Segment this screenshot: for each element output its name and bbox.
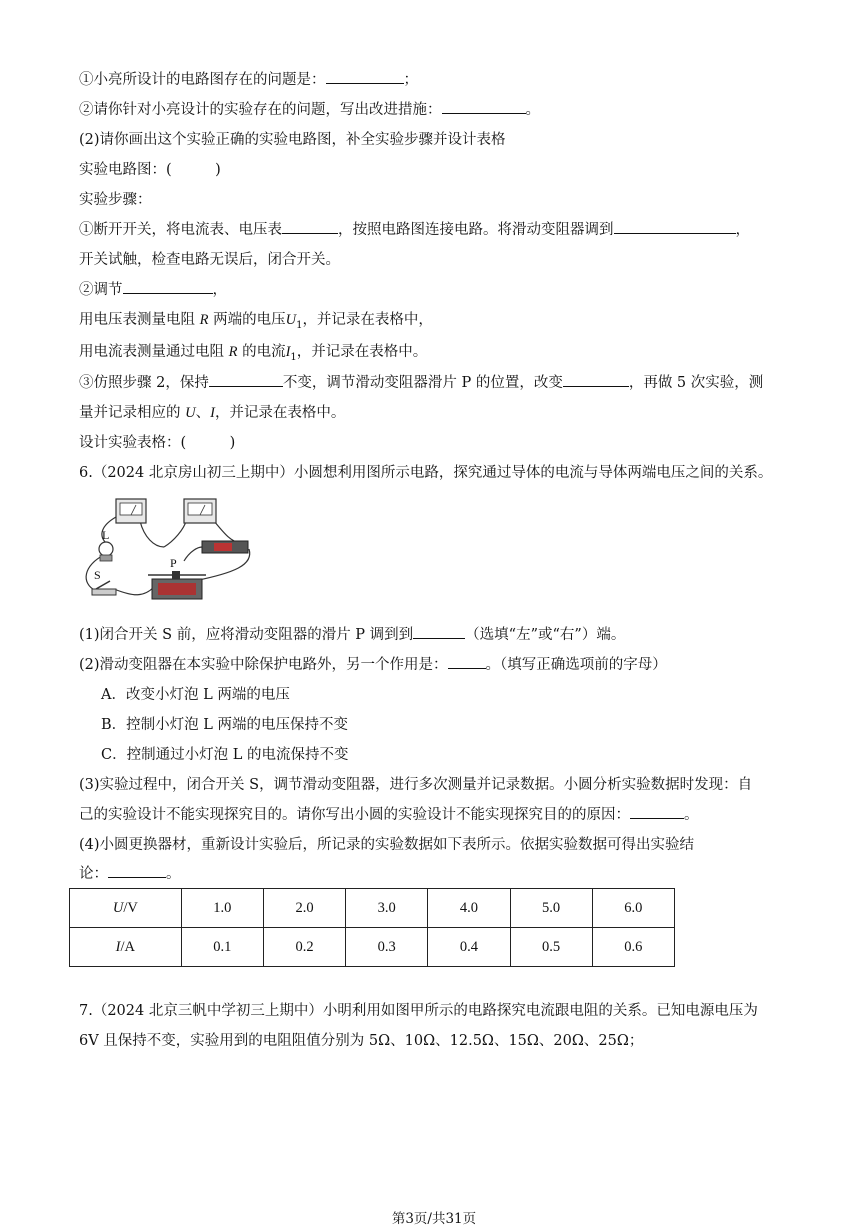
option-a: A．改变小灯泡 L 两端的电压 bbox=[101, 687, 290, 703]
question-line: ①小亮所设计的电路图存在的问题是： ； bbox=[79, 68, 418, 89]
question-line: (2)滑动变阻器在本实验中除保护电路外，另一个作用是： 。（填写正确选项前的字母） bbox=[79, 653, 667, 674]
table-cell: 0.4 bbox=[428, 928, 510, 967]
question-6-stem: 6.（2024 北京房山初三上期中）小圆想利用图所示电路，探究通过导体的电流与导体两端电压之间的关系。 bbox=[79, 465, 773, 481]
answer-blank bbox=[563, 372, 629, 387]
table-cell: 1.0 bbox=[181, 889, 263, 928]
table-cell: 0.5 bbox=[510, 928, 592, 967]
answer-blank bbox=[209, 372, 283, 387]
circuit-figure bbox=[74, 485, 258, 609]
table-cell: 3.0 bbox=[346, 889, 428, 928]
question-line: ②请你针对小亮设计的实验存在的问题，写出改进措施： 。 bbox=[79, 98, 540, 119]
data-table bbox=[69, 888, 675, 967]
answer-blank bbox=[413, 624, 465, 639]
table-cell: 0.1 bbox=[181, 928, 263, 967]
question-line: 6V 且保持不变，实验用到的电阻阻值分别为 5Ω、10Ω、12.5Ω、15Ω、20Ω、25Ω； bbox=[79, 1033, 644, 1049]
question-line: 用电压表测量电阻 R 两端的电压$U_1$，并记录在表格中， bbox=[79, 312, 433, 331]
answer-blank bbox=[282, 219, 338, 234]
question-line: (1)闭合开关 S 前，应将滑动变阻器的滑片 P 调到到 （选填“左”或“右”）端。 bbox=[79, 623, 625, 644]
lamp-icon bbox=[99, 528, 113, 561]
question-line: 实验步骤： bbox=[79, 192, 152, 208]
voltmeter-icon bbox=[184, 499, 216, 523]
page-number: 第3页/共31页 bbox=[391, 1211, 477, 1227]
answer-blank bbox=[448, 654, 486, 669]
answer-blank bbox=[630, 804, 684, 819]
answer-blank bbox=[123, 279, 213, 294]
question-line: (4)小圆更换器材，重新设计实验后，所记录的实验数据如下表所示。依据实验数据可得出实验结 bbox=[79, 837, 695, 853]
lamp-label: L bbox=[102, 528, 110, 542]
battery-icon bbox=[202, 541, 248, 553]
rheostat-icon bbox=[148, 556, 206, 599]
question-line: 己的实验设计不能实现探究目的。请你写出小圆的实验设计不能实现探究目的的原因： 。 bbox=[79, 803, 699, 824]
question-line: 开关试触，检查电路无误后，闭合开关。 bbox=[79, 252, 340, 268]
question-line: 量并记录相应的 U、I，并记录在表格中。 bbox=[79, 405, 346, 421]
table-cell: 6.0 bbox=[592, 889, 674, 928]
question-line: 论： 。 bbox=[79, 862, 181, 883]
table-row-label: I/A bbox=[70, 928, 182, 967]
option-b: B．控制小灯泡 L 两端的电压保持不变 bbox=[101, 717, 349, 733]
table-cell: 4.0 bbox=[428, 889, 510, 928]
answer-blank bbox=[442, 99, 526, 114]
question-line: (3)实验过程中，闭合开关 S，调节滑动变阻器，进行多次测量并记录数据。小圆分析实验数据时发现：自 bbox=[79, 777, 753, 793]
table-row-label: U/V bbox=[70, 889, 182, 928]
answer-blank bbox=[326, 69, 404, 84]
table-cell: 0.6 bbox=[592, 928, 674, 967]
slider-label: P bbox=[170, 556, 177, 570]
switch-label: S bbox=[94, 568, 101, 582]
table-row bbox=[70, 889, 675, 928]
option-c: C．控制通过小灯泡 L 的电流保持不变 bbox=[101, 747, 349, 763]
question-line: (2)请你画出这个实验正确的实验电路图，补全实验步骤并设计表格 bbox=[79, 132, 506, 148]
table-cell: 0.3 bbox=[346, 928, 428, 967]
switch-icon bbox=[92, 568, 116, 595]
question-line: 用电流表测量通过电阻 R 的电流$I_1$，并记录在表格中。 bbox=[79, 344, 428, 363]
table-row bbox=[70, 928, 675, 967]
table-cell: 0.2 bbox=[263, 928, 345, 967]
table-cell: 5.0 bbox=[510, 889, 592, 928]
question-line: ②调节 ， bbox=[79, 278, 227, 299]
question-line: ①断开开关，将电流表、电压表 ，按照电路图连接电路。将滑动变阻器调到 ， bbox=[79, 218, 750, 239]
question-7-stem: 7.（2024 北京三帆中学初三上期中）小明利用如图甲所示的电路探究电流跟电阻的关系。已知电源电压为 bbox=[79, 1003, 758, 1019]
question-line: 设计实验表格：( ) bbox=[79, 435, 236, 451]
ammeter-icon bbox=[116, 499, 146, 523]
table-cell: 2.0 bbox=[263, 889, 345, 928]
question-line: 实验电路图：( ) bbox=[79, 162, 221, 178]
answer-blank bbox=[614, 219, 736, 234]
answer-blank bbox=[108, 863, 166, 878]
question-line: ③仿照步骤 2，保持 不变，调节滑动变阻器滑片 P 的位置，改变 ，再做 5 次实验，测 bbox=[79, 371, 763, 392]
